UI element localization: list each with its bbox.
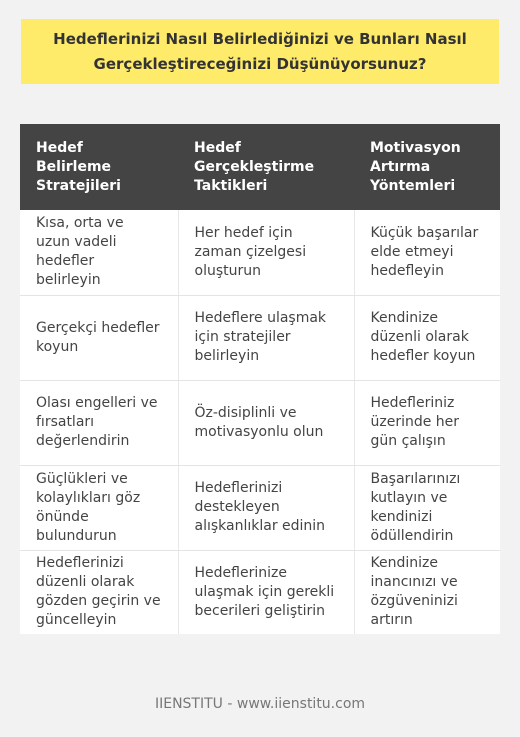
table-row — [20, 210, 500, 295]
table-row — [20, 380, 500, 465]
table-cell: Hedeflerinizi destekleyen alışkanlıklar edinin — [178, 465, 354, 550]
column-header-motivation: Motivasyon Artırma Yöntemleri — [354, 124, 500, 210]
table-cell: Hedeflerinize ulaşmak için gerekli becerileri geliştirin — [178, 550, 354, 634]
table-cell: Hedeflere ulaşmak için stratejiler belirleyin — [178, 295, 354, 380]
table-cell: Kendinize inancınızı ve özgüveninizi artırın — [354, 550, 500, 634]
footer-credit: IIENSTITU - www.iienstitu.com — [154, 696, 366, 712]
table-cell: Her hedef için zaman çizelgesi oluşturun — [178, 210, 354, 295]
table-cell: Küçük başarılar elde etmeyi hedefleyin — [354, 210, 500, 295]
table-row — [20, 550, 500, 634]
title-banner — [21, 19, 499, 84]
table-header-row — [20, 124, 500, 210]
table-cell: Güçlükleri ve kolaylıkları göz önünde bulundurun — [20, 465, 178, 550]
table-row — [20, 295, 500, 380]
column-header-strategies: Hedef Belirleme Stratejileri — [20, 124, 178, 210]
table-cell: Hedefleriniz üzerinde her gün çalışın — [354, 380, 500, 465]
table-cell: Başarılarınızı kutlayın ve kendinizi ödüllendirin — [354, 465, 500, 550]
table-cell: Hedeflerinizi düzenli olarak gözden geçirin ve güncelleyin — [20, 550, 178, 634]
table-row — [20, 465, 500, 550]
table-cell: Olası engelleri ve fırsatları değerlendirin — [20, 380, 178, 465]
page-title: Hedeflerinizi Nasıl Belirlediğinizi ve Bunları Nasıl Gerçekleştireceğinizi Düşünüyorsunuz? — [53, 29, 467, 73]
table-cell: Öz-disiplinli ve motivasyonlu olun — [178, 380, 354, 465]
table-cell: Kısa, orta ve uzun vadeli hedefler belirleyin — [20, 210, 178, 295]
column-header-tactics: Hedef Gerçekleştirme Taktikleri — [178, 124, 354, 210]
goals-table — [20, 124, 500, 634]
table-cell: Kendinize düzenli olarak hedefler koyun — [354, 295, 500, 380]
table-cell: Gerçekçi hedefler koyun — [20, 295, 178, 380]
